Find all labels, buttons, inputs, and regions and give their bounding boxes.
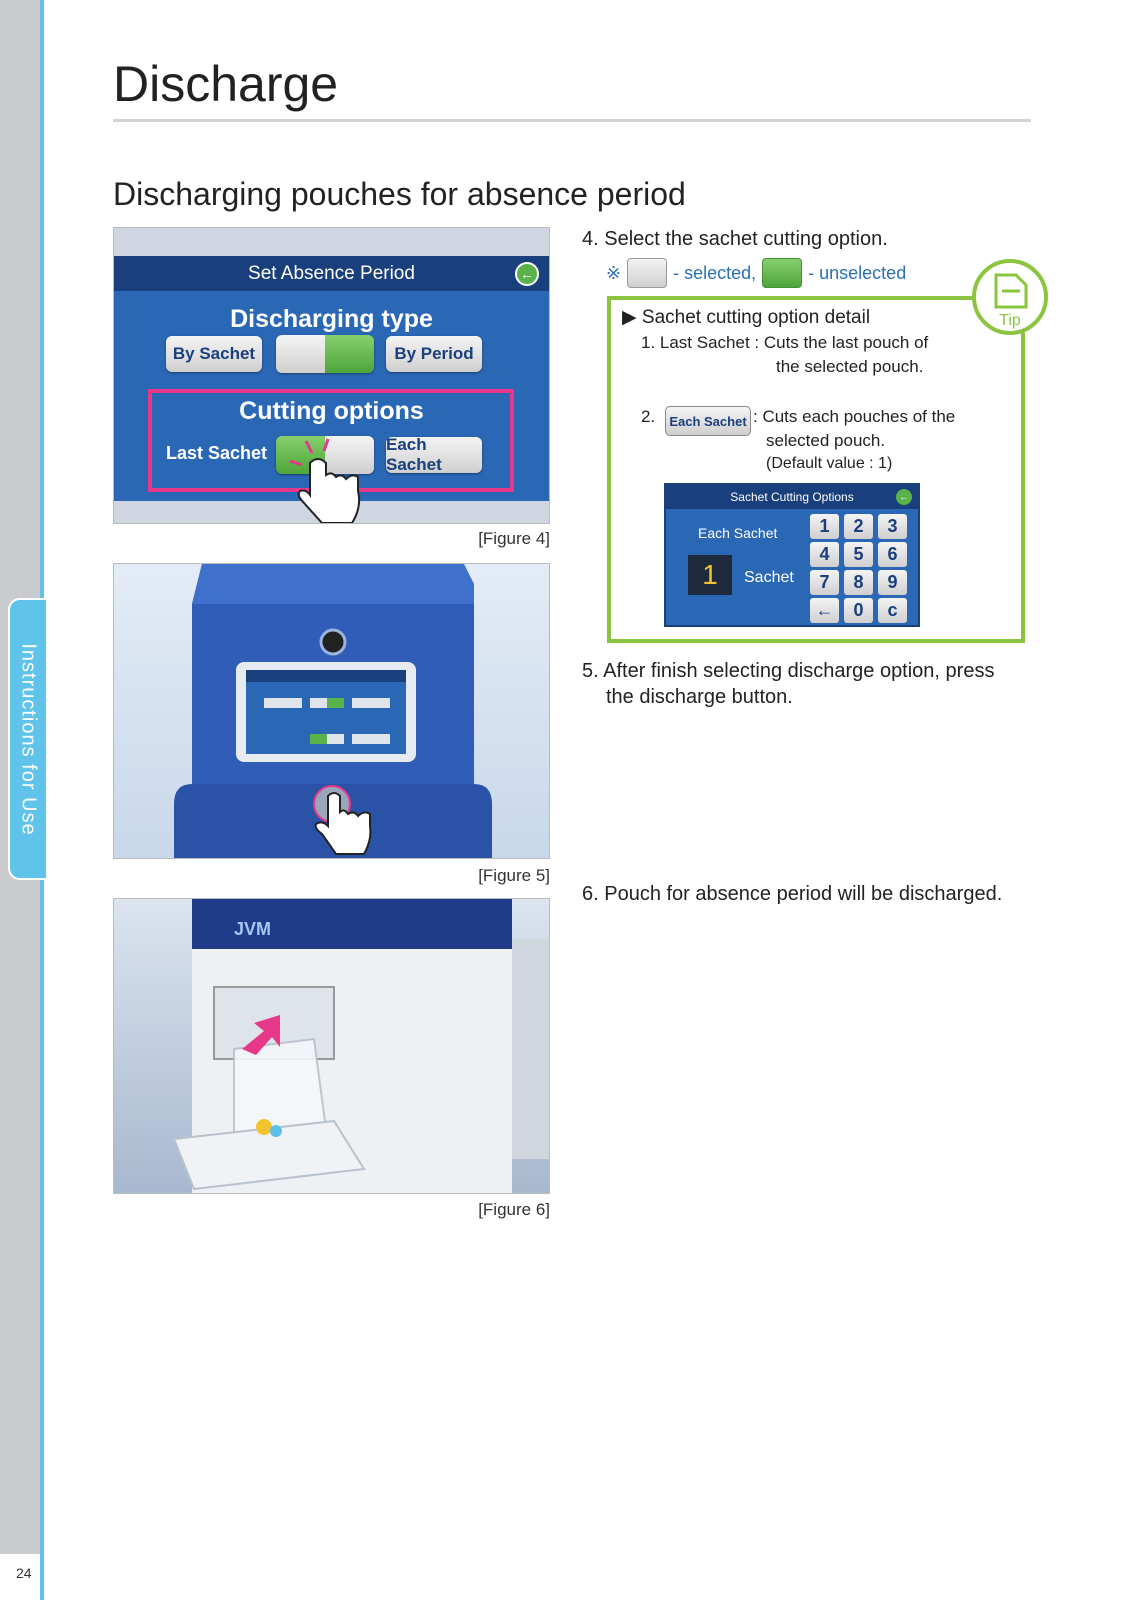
figure-5-caption: [Figure 5] — [478, 866, 550, 885]
keypad-title-bar — [666, 485, 918, 509]
discharging-type-heading: Discharging type — [230, 305, 433, 333]
keypad-screen — [664, 483, 920, 627]
pouch-discharge-illustration — [114, 899, 550, 1194]
legend-note-mark: ※ — [606, 262, 622, 283]
figure-4-screen — [113, 227, 550, 524]
tip-item-2-line-1: : Cuts each pouches of the — [753, 407, 956, 426]
keypad-key[interactable]: 3 — [878, 514, 907, 539]
step-5-line-1: 5. After finish selecting discharge option, press — [582, 660, 995, 682]
legend-selected-text: - selected, — [673, 262, 757, 283]
screen-title: Set Absence Period — [248, 262, 415, 284]
back-arrow-icon[interactable]: ← — [896, 489, 912, 505]
tip-default-value: (Default value : 1) — [766, 455, 893, 472]
keypad-key[interactable]: 6 — [878, 542, 907, 567]
tip-item-1-line-2: the selected pouch. — [776, 357, 924, 376]
discharging-type-toggle[interactable] — [276, 335, 374, 373]
step-6-text: 6. Pouch for absence period will be discharged. — [582, 883, 1003, 905]
step-4-text: 4. Select the sachet cutting option. — [582, 228, 888, 250]
section-title: Discharging pouches for absence period — [113, 176, 686, 212]
side-tab-label: Instructions for Use — [17, 642, 40, 836]
page-title: Discharge — [113, 56, 339, 112]
keypad-key[interactable]: 2 — [844, 514, 873, 539]
keypad-value-display: 1 — [688, 555, 732, 595]
by-sachet-button[interactable]: By Sachet — [166, 336, 262, 372]
unselected-swatch — [762, 258, 802, 288]
figure-5-photo — [113, 563, 550, 859]
tap-hand-icon — [286, 433, 366, 524]
by-period-button[interactable]: By Period — [386, 336, 482, 372]
each-sachet-button[interactable]: Each Sachet — [386, 437, 482, 473]
tip-item-1-line-1: 1. Last Sachet : Cuts the last pouch of — [641, 333, 929, 352]
keypad-key[interactable]: c — [878, 598, 907, 623]
machine-front-illustration — [114, 564, 550, 859]
keypad-key[interactable]: 0 — [844, 598, 873, 623]
keypad-unit-label: Sachet — [744, 569, 794, 586]
keypad-key[interactable]: 7 — [810, 570, 839, 595]
page-number: 24 — [16, 1565, 32, 1581]
back-arrow-icon[interactable]: ← — [515, 262, 539, 286]
keypad-key[interactable]: 4 — [810, 542, 839, 567]
figure-4-caption: [Figure 4] — [478, 529, 550, 548]
keypad-each-sachet-label: Each Sachet — [698, 525, 778, 541]
keypad-key[interactable]: 1 — [810, 514, 839, 539]
selected-swatch — [627, 258, 667, 288]
each-sachet-chip: Each Sachet — [665, 406, 751, 436]
keypad-key[interactable]: 5 — [844, 542, 873, 567]
side-tab-label-wrap — [8, 598, 48, 880]
keypad-title: Sachet Cutting Options — [730, 490, 854, 504]
title-divider — [113, 119, 1031, 122]
tip-item-2-line-2: selected pouch. — [766, 431, 886, 450]
step-5-line-2: the discharge button. — [606, 686, 793, 708]
keypad-key[interactable]: 9 — [878, 570, 907, 595]
cutting-options-heading: Cutting options — [239, 397, 424, 425]
selection-legend — [606, 258, 906, 288]
brand-logo: JVM — [234, 919, 272, 939]
tip-heading: ▶ Sachet cutting option detail — [622, 307, 871, 328]
tip-item-2-prefix: 2. — [641, 407, 656, 426]
legend-unselected-text: - unselected — [808, 262, 907, 283]
tip-label: Tip — [999, 312, 1021, 329]
keypad-key[interactable]: ← — [810, 598, 839, 623]
screen-title-bar — [114, 256, 549, 291]
figure-6-photo — [113, 898, 550, 1194]
figure-6-caption: [Figure 6] — [478, 1200, 550, 1219]
last-sachet-label[interactable]: Last Sachet — [166, 443, 268, 463]
keypad-key[interactable]: 8 — [844, 570, 873, 595]
